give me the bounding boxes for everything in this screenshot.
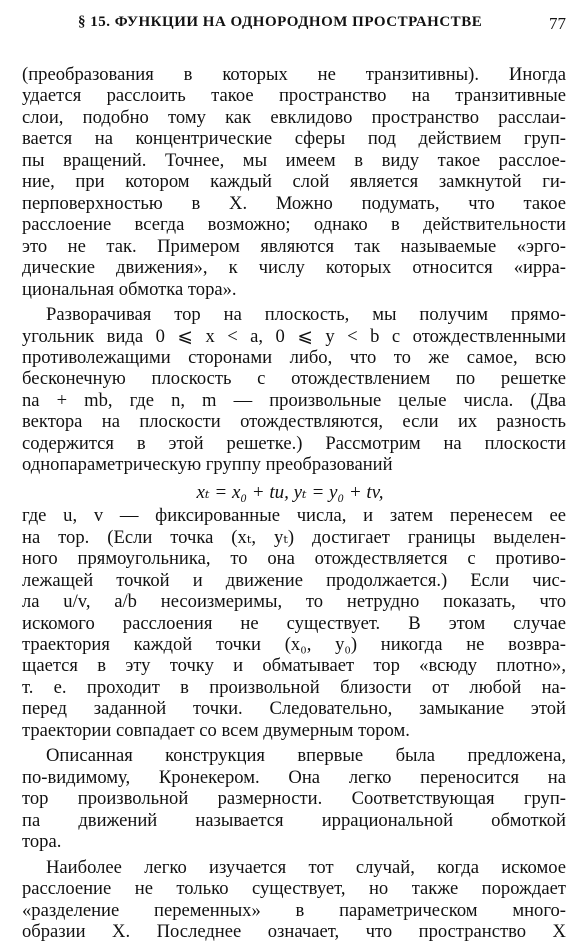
text-line: лежащей точкой и движение продолжается.) Если чис- <box>22 570 566 591</box>
text-line: искомого расслоения не существует. В этом случае <box>22 613 566 634</box>
text-line: траектория каждой точки (x₀, y₀) никогда не возвра- <box>22 634 566 655</box>
paragraph-first-line: Описанная конструкция впервые была предложена, <box>46 745 566 766</box>
text-line: угольник вида 0 ⩽ x < a, 0 ⩽ y < b с отождествленными <box>22 326 566 347</box>
text-line: циональная обмотка тора». <box>22 279 237 300</box>
text-line: вается на концентрические сферы под действием груп- <box>22 128 566 149</box>
text-line: па движений называется иррациональной обмоткой <box>22 810 566 831</box>
text-line: тор произвольной размерности. Соответствующая груп- <box>22 788 566 809</box>
text-line: содержится в этой решетке.) Рассмотрим на плоскости <box>22 433 566 454</box>
page-number: 77 <box>549 14 566 33</box>
paragraph-first-line: Разворачивая тор на плоскость, мы получим прямо- <box>46 304 566 325</box>
text-line: тора. <box>22 831 62 852</box>
text-line: перед заданной точки. Следовательно, замыкание этой <box>22 698 566 719</box>
text-line: по-видимому, Кронекером. Она легко переносится на <box>22 767 566 788</box>
text-line: ние, при котором каждый слой является замкнутой ги- <box>22 171 566 192</box>
text-line: слои, подобно тому как евклидово пространство расслаи- <box>22 107 566 128</box>
text-line: удается расслоить такое пространство на транзитивные <box>22 85 566 106</box>
text-line: образии X. Последнее означает, что пространство X <box>22 921 566 942</box>
text-line: ла u/v, a/b несоизмеримы, то нетрудно показать, что <box>22 591 566 612</box>
display-formula: xₜ = x₀ + tu, yₜ = y₀ + tv, <box>196 482 384 503</box>
text-line: траектории совпадает со всем двумерным тором. <box>22 720 410 741</box>
paragraph-first-line: Наиболее легко изучается тот случай, когда искомое <box>46 857 566 878</box>
text-line: щается в эту точку и обматывает тор «всюду плотно», <box>22 655 566 676</box>
text-line: (преобразования в которых не транзитивны). Иногда <box>22 64 566 85</box>
text-line: противолежащими сторонами либо, что то же самое, всю <box>22 347 566 368</box>
text-line: перповерхностью в X. Можно подумать, что такое <box>22 193 566 214</box>
text-line: ного прямоугольника, то она отождествляется с противо- <box>22 548 566 569</box>
text-line: однопараметрическую группу преобразований <box>22 454 393 475</box>
text-line: пы вращений. Точнее, мы имеем в виду такое расслое- <box>22 150 566 171</box>
section-heading: § 15. ФУНКЦИИ НА ОДНОРОДНОМ ПРОСТРАНСТВЕ <box>78 14 483 30</box>
running-head <box>0 14 580 38</box>
text-line: на тор. (Если точка (xₜ, yₜ) достигает границы выделен- <box>22 527 566 548</box>
text-line: где u, v — фиксированные числа, и затем перенесем ее <box>22 505 566 526</box>
text-line: бесконечную плоскость с отождествлением по решетке <box>22 368 566 389</box>
text-line: расслоение всегда возможно; однако в действительности <box>22 214 566 235</box>
text-line: расслоение не только существует, но также порождает <box>22 878 566 899</box>
text-line: «разделение переменных» в параметрическом много- <box>22 900 566 921</box>
text-line: вектора на плоскости отождествляются, если их разность <box>22 411 566 432</box>
text-line: na + mb, где n, m — произвольные целые числа. (Два <box>22 390 566 411</box>
text-line: это не так. Примером являются так называемые «эрго- <box>22 236 566 257</box>
text-line: дические движения», к числу которых относится «ирра- <box>22 257 566 278</box>
text-line: т. е. проходит в произвольной близости от любой на- <box>22 677 566 698</box>
